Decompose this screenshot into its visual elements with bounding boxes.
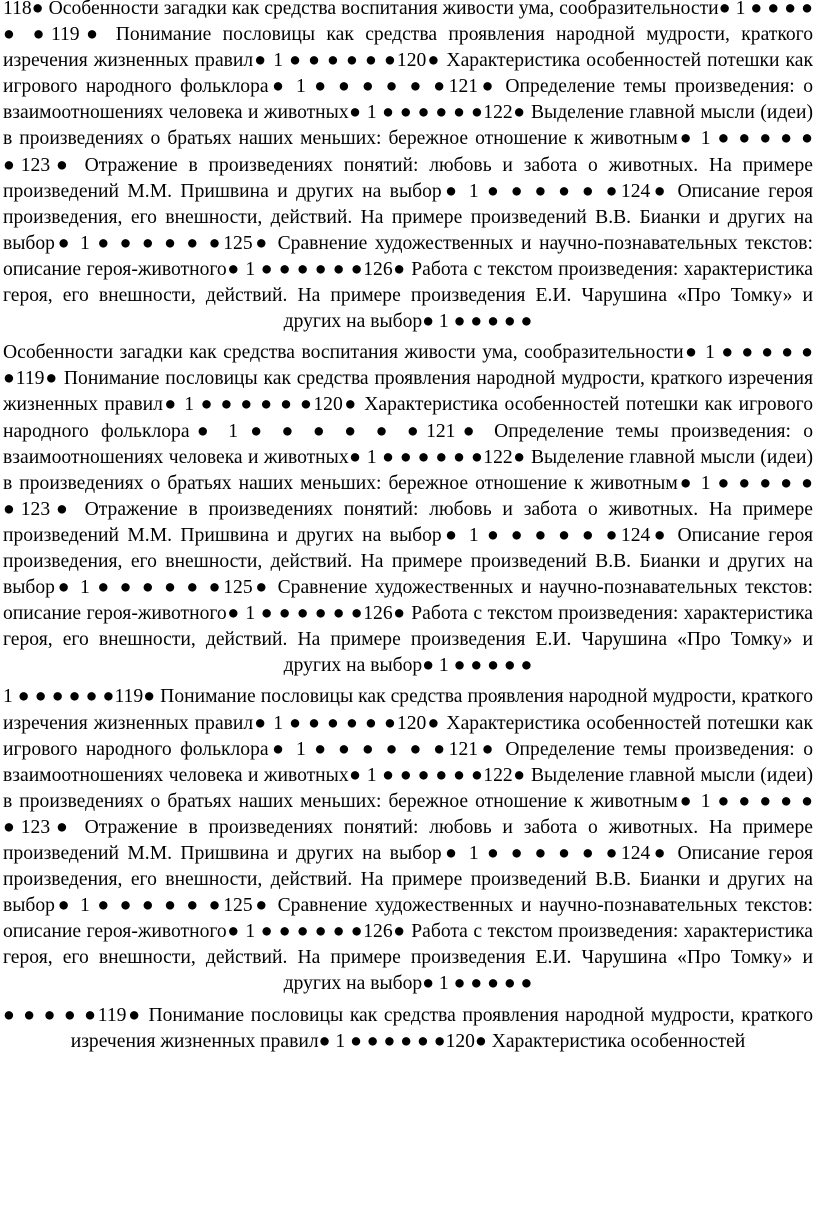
text-block-1: 118● Особенности загадки как средства воспитания живости ума, сообразительности● 1 ● ● ● ● ● ●119● Понимание пословицы как средства проявления народной мудрости, краткого изречения жизненных правил● 1 ● ● ● ● ● ●120● Характеристика особенностей потешки как игрового народного фольклора● 1 ● ● ● ● ● ●121● Определение темы произведения: о взаимоотношениях человека и животных● 1 ● ● ● ● ● ●122● Выделение главной мысли (идеи) в произведениях о братьях наших меньших: бережное отношение к животным● 1 ● ● ● ● ● ●123● Отражение в произведениях понятий: любовь и забота о животных. На примере произведений М.М. Пришвина и других на выбор● 1 ● ● ● ● ● ●124● Описание героя произведения, его внешности, действий. На примере произведений В.В. Бианки и других на выбор● 1 ● ● ● ● ● ●125● Сравнение художественных и научно-познавательных текстов: описание героя-животного● 1 ● ● ● ● ● ●126● Работа с текстом произведения: характеристика героя, его внешности, действий. На примере произведения Е.И. Чарушина «Про Томку» и других на выбор● 1 ● ● ● ● ● bbox=[3, 0, 813, 333]
text-block-4: ● ● ● ● ●119● Понимание пословицы как средства проявления народной мудрости, краткого изречения жизненных правил● 1 ● ● ● ● ● ●120● Характеристика особенностей bbox=[3, 1004, 813, 1052]
document-page bbox=[3, 0, 813, 1055]
text-block-2: Особенности загадки как средства воспитания живости ума, сообразительности● 1 ● ● ● ● ● ●119● Понимание пословицы как средства проявления народной мудрости, краткого изречения жизненных правил● 1 ● ● ● ● ● ●120● Характеристика особенностей потешки как игрового народного фольклора● 1 ● ● ● ● ● ●121● Определение темы произведения: о взаимоотношениях человека и животных● 1 ● ● ● ● ● ●122● Выделение главной мысли (идеи) в произведениях о братьях наших меньших: бережное отношение к животным● 1 ● ● ● ● ● ●123● Отражение в произведениях понятий: любовь и забота о животных. На примере произведений М.М. Пришвина и других на выбор● 1 ● ● ● ● ● ●124● Описание героя произведения, его внешности, действий. На примере произведений В.В. Бианки и других на выбор● 1 ● ● ● ● ● ●125● Сравнение художественных и научно-познавательных текстов: описание героя-животного● 1 ● ● ● ● ● ●126● Работа с текстом произведения: характеристика героя, его внешности, действий. На примере произведения Е.И. Чарушина «Про Томку» и других на выбор● 1 ● ● ● ● ● bbox=[3, 342, 813, 677]
text-block-3: 1 ● ● ● ● ● ●119● Понимание пословицы как средства проявления народной мудрости, краткого изречения жизненных правил● 1 ● ● ● ● ● ●120● Характеристика особенностей потешки как игрового народного фольклора● 1 ● ● ● ● ● ●121● Определение темы произведения: о взаимоотношениях человека и животных● 1 ● ● ● ● ● ●122● Выделение главной мысли (идеи) в произведениях о братьях наших меньших: бережное отношение к животным● 1 ● ● ● ● ● ●123● Отражение в произведениях понятий: любовь и забота о животных. На примере произведений М.М. Пришвина и других на выбор● 1 ● ● ● ● ● ●124● Описание героя произведения, его внешности, действий. На примере произведений В.В. Бианки и других на выбор● 1 ● ● ● ● ● ●125● Сравнение художественных и научно-познавательных текстов: описание героя-животного● 1 ● ● ● ● ● ●126● Работа с текстом произведения: характеристика героя, его внешности, действий. На примере произведения Е.И. Чарушина «Про Томку» и других на выбор● 1 ● ● ● ● ● bbox=[3, 686, 813, 995]
